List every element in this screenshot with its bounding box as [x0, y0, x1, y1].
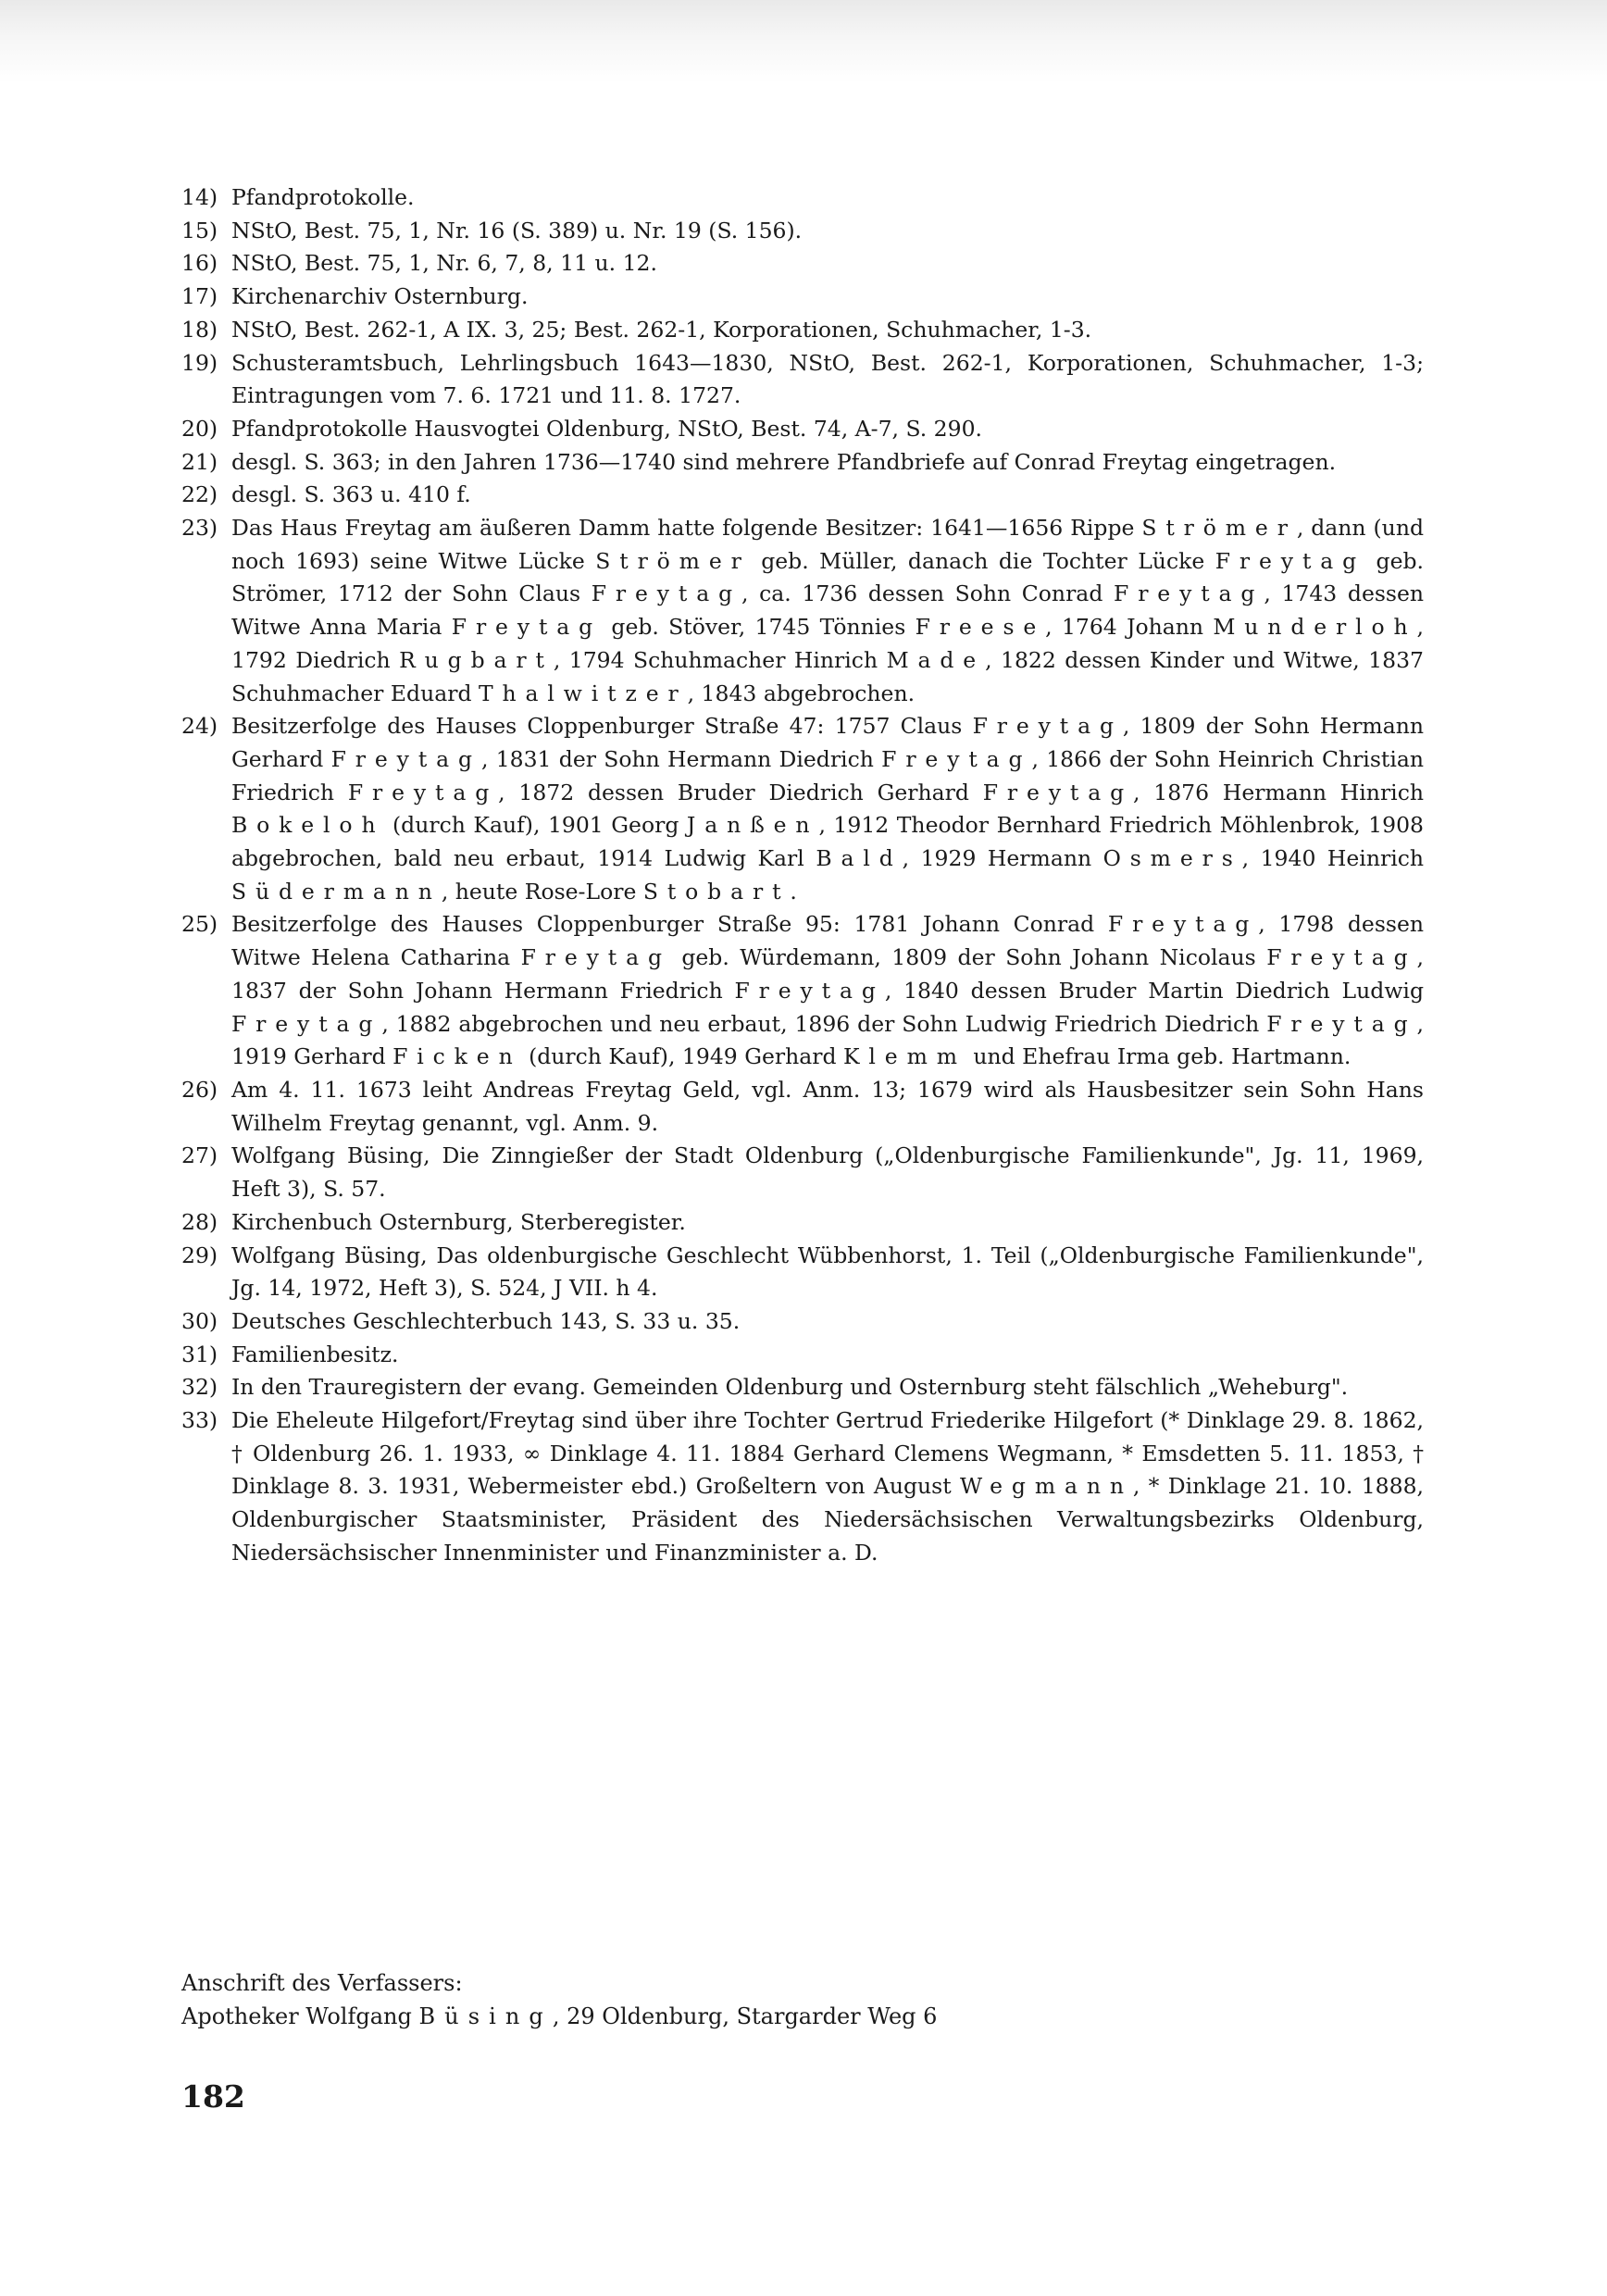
endnote-text: Am 4. 11. 1673 leiht Andreas Freytag Geld, vgl. Anm. 13; 1679 wird als Hausbesitzer sein Sohn Hans Wilhelm Freytag genannt, vgl. Anm. 9.	[231, 1076, 1424, 1136]
endnote-text: Besitzerfolge des Hauses Cloppenburger Straße 47: 1757 Claus Freytag, 1809 der Sohn Hermann Gerhard Freytag, 1831 der Sohn Hermann Diedrich Freytag, 1866 der Sohn Heinrich Christian Friedrich Freytag, 1872 dessen Bruder Diedrich Gerhard Freytag, 1876 Hermann Hinrich Bokeloh (durch Kauf), 1901 Georg Janßen, 1912 Theodor Bernhard Friedrich Möhlenbrok, 1908 abgebrochen, bald neu erbaut, 1914 Ludwig Karl Bald, 1929 Hermann Osmers, 1940 Heinrich Südermann, heute Rose-Lore Stobart.	[231, 713, 1425, 905]
spaced-name: Wegmann	[960, 1473, 1133, 1500]
spaced-name: Freytag	[1266, 1010, 1417, 1037]
endnote-text: Die Eheleute Hilgefort/Freytag sind über ihre Tochter Gertrud Friederike Hilgefort (* Dinklage 29. 8. 1862, † Oldenburg 26. 1. 1933, ∞ Dinklage 4. 11. 1884 Gerhard Clemens Wegmann, * Emsdetten 5. 11. 1853, † Dinklage 8. 3. 1931, Webermeister ebd.) Großeltern von August Wegmann, * Dinklage 21. 10. 1888, Oldenburgischer Staatsminister, Präsident des Niedersächsischen Verwaltungsbezirks Oldenburg, Niedersächsischer Innenminister und Finanzminister a. D.	[231, 1407, 1424, 1566]
spaced-name: Freytag	[1107, 911, 1259, 938]
endnote-text: Wolfgang Büsing, Das oldenburgische Geschlecht Wübbenhorst, 1. Teil („Oldenburgische Familienkunde", Jg. 14, 1972, Heft 3), S. 524, J VII. h 4.	[231, 1242, 1424, 1302]
endnote-text: Kirchenarchiv Osternburg.	[231, 283, 529, 310]
endnote-text: Pfandprotokolle.	[231, 184, 415, 210]
endnote-number: 29)	[181, 1242, 218, 1268]
spaced-name: Freytag	[591, 580, 742, 607]
endnote-text: Besitzerfolge des Hauses Cloppenburger Straße 95: 1781 Johann Conrad Freytag, 1798 dessen Witwe Helena Catharina Freytag geb. Würdemann, 1809 der Sohn Johann Nicolaus Freytag, 1837 der Sohn Johann Hermann Friedrich Freytag, 1840 dessen Bruder Martin Diedrich Ludwig Freytag, 1882 abgebrochen und neu erbaut, 1896 der Sohn Ludwig Friedrich Diedrich Freytag, 1919 Gerhard Ficken (durch Kauf), 1949 Gerhard Klemm und Ehefrau Irma geb. Hartmann.	[231, 911, 1425, 1070]
spaced-name: Freytag	[1215, 547, 1366, 574]
spaced-name: Freytag	[982, 779, 1133, 805]
spaced-name: Made	[886, 646, 986, 673]
spaced-name: Bald	[816, 845, 903, 872]
endnote-text: Schusteramtsbuch, Lehrlingsbuch 1643—1830, NStO, Best. 262-1, Korporationen, Schuhmacher, 1-3; Eintragungen vom 7. 6. 1721 und 11. 8. 1727.	[231, 349, 1424, 409]
spaced-name: Strömer	[1141, 515, 1297, 542]
spaced-name: Rugbart	[399, 646, 554, 673]
endnote	[181, 347, 1424, 413]
endnote	[181, 1371, 1424, 1404]
spaced-name: Büsing	[418, 2003, 553, 2029]
endnote	[181, 1339, 1424, 1372]
endnote	[181, 512, 1424, 710]
endnote-text: NStO, Best. 75, 1, Nr. 6, 7, 8, 11 u. 12.	[231, 250, 657, 277]
endnote-number: 20)	[181, 415, 218, 442]
spaced-name: Strömer	[595, 547, 751, 574]
endnote	[181, 281, 1424, 314]
spaced-name: Freytag	[1266, 944, 1417, 971]
endnote-text: In den Trauregistern der evang. Gemeinden Oldenburg und Osternburg steht fälschlich „Weheburg".	[231, 1374, 1349, 1401]
endnote-number: 30)	[181, 1307, 218, 1334]
endnote	[181, 181, 1424, 215]
spaced-name: Freytag	[330, 745, 481, 772]
author-address	[181, 1966, 1385, 2033]
endnote-text: NStO, Best. 75, 1, Nr. 16 (S. 389) u. Nr. 19 (S. 156).	[231, 217, 803, 243]
spaced-name: Osmers	[1102, 845, 1242, 872]
endnote-number: 19)	[181, 349, 218, 376]
endnote	[181, 446, 1424, 480]
endnote-number: 23)	[181, 515, 218, 542]
endnote-number: 24)	[181, 713, 218, 740]
address-line	[181, 2000, 1385, 2033]
endnote-number: 25)	[181, 911, 218, 938]
spaced-name: Freese	[915, 614, 1046, 641]
endnote	[181, 710, 1424, 908]
endnote	[181, 1140, 1424, 1205]
spaced-name: Südermann	[231, 878, 442, 905]
endnote-text: desgl. S. 363; in den Jahren 1736—1740 sind mehrere Pfandbriefe auf Conrad Freytag eingetragen.	[231, 448, 1337, 475]
endnote-text: Familienbesitz.	[231, 1341, 399, 1367]
endnote	[181, 215, 1424, 248]
page-number: 182	[181, 2078, 245, 2115]
spaced-name: Munderloh	[1213, 614, 1417, 641]
endnote-number: 32)	[181, 1374, 218, 1401]
spaced-name: Freytag	[347, 779, 499, 805]
spaced-name: Stobart	[642, 878, 791, 905]
endnote-text: Das Haus Freytag am äußeren Damm hatte folgende Besitzer: 1641—1656 Rippe Strömer, dann (und noch 1693) seine Witwe Lücke Strömer geb. Müller, danach die Tochter Lücke Freytag geb. Strömer, 1712 der Sohn Claus Freytag, ca. 1736 dessen Sohn Conrad Freytag, 1743 dessen Witwe Anna Maria Freytag geb. Stöver, 1745 Tönnies Freese, 1764 Johann Munderloh, 1792 Diedrich Rugbart, 1794 Schuhmacher Hinrich Made, 1822 dessen Kinder und Witwe, 1837 Schuhmacher Eduard Thalwitzer, 1843 abgebrochen.	[231, 515, 1425, 706]
endnote-text: desgl. S. 363 u. 410 f.	[231, 481, 471, 508]
endnote-number: 33)	[181, 1407, 218, 1434]
spaced-name: Klemm	[843, 1043, 966, 1070]
endnote	[181, 1305, 1424, 1339]
spaced-name: Freytag	[520, 944, 671, 971]
endnote	[181, 1240, 1424, 1305]
endnote-number: 28)	[181, 1208, 218, 1235]
endnote-number: 15)	[181, 217, 218, 243]
spaced-name: Freytag	[1114, 580, 1264, 607]
endnote-number: 18)	[181, 316, 218, 343]
endnote-number: 14)	[181, 184, 218, 210]
endnote-text: Deutsches Geschlechterbuch 143, S. 33 u. 35.	[231, 1307, 741, 1334]
endnote	[181, 1404, 1424, 1570]
endnote-number: 31)	[181, 1341, 218, 1367]
endnote-number: 17)	[181, 283, 218, 310]
endnotes-list	[181, 181, 1424, 1570]
endnote	[181, 413, 1424, 446]
endnote-number: 27)	[181, 1142, 218, 1169]
address-line-text: Apotheker Wolfgang Büsing, 29 Oldenburg, Stargarder Weg 6	[181, 2003, 938, 2029]
spaced-name: Janßen	[686, 812, 819, 839]
endnote-text: Pfandprotokolle Hausvogtei Oldenburg, NStO, Best. 74, A-7, S. 290.	[231, 415, 983, 442]
spaced-name: Freytag	[734, 977, 885, 1004]
endnote-number: 21)	[181, 448, 218, 475]
address-heading: Anschrift des Verfassers:	[181, 1970, 463, 1996]
endnote-number: 16)	[181, 250, 218, 277]
spaced-name: Freytag	[972, 713, 1123, 740]
endnote-number: 22)	[181, 481, 218, 508]
spaced-name: Freytag	[231, 1010, 382, 1037]
endnote-text: NStO, Best. 262-1, A IX. 3, 25; Best. 262-1, Korporationen, Schuhmacher, 1-3.	[231, 316, 1092, 343]
endnote	[181, 247, 1424, 281]
endnote	[181, 908, 1424, 1074]
endnote-number: 26)	[181, 1076, 218, 1103]
spaced-name: Ficken	[392, 1043, 522, 1070]
endnote	[181, 1074, 1424, 1140]
endnote	[181, 479, 1424, 512]
endnote-text: Wolfgang Büsing, Die Zinngießer der Stadt Oldenburg („Oldenburgische Familienkunde", Jg. 11, 1969, Heft 3), S. 57.	[231, 1142, 1424, 1203]
endnote	[181, 314, 1424, 347]
endnote	[181, 1206, 1424, 1240]
spaced-name: Bokeloh	[231, 812, 385, 839]
spaced-name: Thalwitzer	[478, 680, 688, 706]
spaced-name: Freytag	[881, 745, 1032, 772]
endnote-text: Kirchenbuch Osternburg, Sterberegister.	[231, 1208, 686, 1235]
spaced-name: Freytag	[451, 614, 603, 641]
